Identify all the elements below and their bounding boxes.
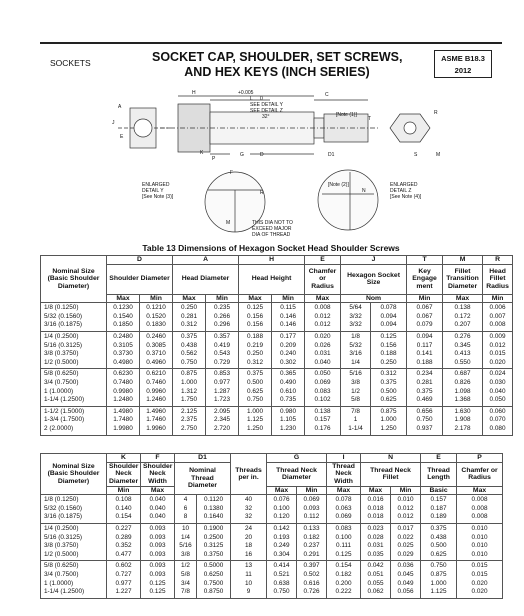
label-ey1: ENLARGED <box>142 182 170 188</box>
col-name: Thread Length <box>421 462 457 486</box>
table-row-group <box>41 331 513 368</box>
label-a: A <box>118 104 122 110</box>
letter-row <box>41 256 513 265</box>
label-e: E <box>120 134 124 140</box>
label-l: L <box>250 96 253 102</box>
value-cell: 0.115 0.146 0.146 <box>272 303 305 332</box>
label-note2: [Note (2)] <box>328 182 349 188</box>
nominal-size-header: Nominal Size (Basic Shoulder Diameter) <box>41 256 107 303</box>
value-cell: 2.125 2.375 2.750 <box>173 406 206 435</box>
value-cell: 0.1120 0.1380 0.1640 <box>197 495 231 524</box>
label-h: H <box>192 90 196 96</box>
value-cell: 0.078 0.094 0.094 <box>371 303 407 332</box>
col-name: Shoulder Neck Diameter <box>107 462 141 486</box>
value-cell: 0.750 0.875 1.000 1.125 <box>421 561 457 598</box>
col-letter: D1 <box>175 454 231 463</box>
dimensions-table-lower <box>40 453 503 599</box>
col-sub: Max <box>443 294 483 303</box>
value-cell: 1.4980 1.7480 1.9980 <box>107 406 140 435</box>
table-row-group <box>41 523 503 560</box>
value-cell: 0.375 0.500 0.625 0.750 <box>239 369 272 406</box>
table-row-group <box>41 303 513 332</box>
value-cell: 40 32 32 <box>231 495 267 524</box>
label-dia2: EXCEED MAJOR <box>252 226 292 232</box>
label-ez3: [See Note (4)] <box>390 194 422 200</box>
value-cell: 4 6 8 <box>175 495 197 524</box>
end-view-hole <box>134 119 152 137</box>
value-cell: 0.024 0.030 0.040 0.050 <box>483 369 513 406</box>
value-cell: 0.006 0.007 0.008 <box>483 303 513 332</box>
value-cell: 0.093 0.093 0.125 0.125 <box>141 561 175 598</box>
nominal-size: 1-1/2 (1.5000) 1-3/4 (1.7500) 2 (2.0000) <box>41 406 107 435</box>
col-name: Hexagon Socket Size <box>341 264 407 294</box>
col-sub: Min <box>391 486 421 495</box>
value-cell: 0.138 0.157 0.176 <box>305 406 341 435</box>
value-cell: 0.142 0.193 0.249 0.304 <box>267 523 297 560</box>
col-sub: Min <box>206 294 239 303</box>
col-sub: Min <box>407 294 443 303</box>
label-m: M <box>436 152 441 158</box>
value-cell: 0.010 0.010 0.010 0.010 <box>457 523 503 560</box>
value-cell: 5/64 3/32 3/32 <box>341 303 371 332</box>
value-cell: 0.036 0.045 0.049 0.056 <box>391 561 421 598</box>
value-cell: 1.000 1.125 1.250 <box>239 406 272 435</box>
col-name: Nominal Thread Diameter <box>175 462 231 495</box>
value-cell: 0.687 0.826 1.098 1.368 <box>443 369 483 406</box>
value-cell: 0.276 0.345 0.413 0.550 <box>443 331 483 368</box>
col-letter: E <box>305 256 341 265</box>
value-cell: 0.067 0.067 0.079 <box>407 303 443 332</box>
nominal-size-header: Nominal Size (Basic Shoulder Diameter) <box>41 454 107 495</box>
value-cell: 0.060 0.070 0.080 <box>483 406 513 435</box>
value-cell: 0.017 0.022 0.025 0.029 <box>391 523 421 560</box>
value-cell: 0.602 0.727 0.977 1.227 <box>107 561 141 598</box>
value-cell: 0.357 0.419 0.543 0.729 <box>206 331 239 368</box>
col-sub: Min <box>483 294 513 303</box>
value-cell: 0.853 0.977 1.287 1.723 <box>206 369 239 406</box>
col-sub: Min <box>140 294 173 303</box>
col-name: Chamfer or Radius <box>305 264 341 294</box>
value-cell: 0.154 0.182 0.200 0.222 <box>327 561 361 598</box>
value-cell: 0.6230 0.7480 0.9980 1.2480 <box>107 369 140 406</box>
nominal-size: 5/8 (0.6250) 3/4 (0.7500) 1 (1.0000) 1-1/4 (1.2500) <box>41 369 107 406</box>
standard-box <box>434 50 492 78</box>
label-tol: +0.005 <box>238 90 254 96</box>
value-cell: 0.234 0.281 0.375 0.469 <box>407 369 443 406</box>
section-label: SOCKETS <box>50 58 91 68</box>
col-name: Shoulder Neck Width <box>141 462 175 486</box>
label-r-detail: R <box>260 190 264 196</box>
value-cell: 0.020 0.026 0.031 0.040 <box>305 331 341 368</box>
value-cell: 0.094 0.117 0.141 0.188 <box>407 331 443 368</box>
value-cell: 0.157 0.187 0.189 <box>421 495 457 524</box>
label-dia3: DIA OF THREAD <box>252 232 291 238</box>
nominal-size: 1/8 (0.1250) 5/32 (0.1560) 3/16 (0.1875) <box>41 495 107 524</box>
col-letter: N <box>361 454 421 463</box>
label-ey3: [See Note (3)] <box>142 194 174 200</box>
value-cell: 0.656 0.750 0.937 <box>407 406 443 435</box>
value-cell: 0.5000 0.6250 0.7500 0.8750 <box>197 561 231 598</box>
col-sub: Max <box>239 294 272 303</box>
col-sub: Max <box>141 486 175 495</box>
value-cell: 0.2460 0.3085 0.3710 0.4960 <box>140 331 173 368</box>
label-m-detail: M <box>226 220 231 226</box>
label-ey2: DETAIL Y <box>142 188 164 194</box>
value-cell: 0.023 0.028 0.031 0.035 <box>361 523 391 560</box>
value-cell: 0.365 0.490 0.610 0.735 <box>272 369 305 406</box>
value-cell: 0.138 0.172 0.207 <box>443 303 483 332</box>
nominal-size: 1/8 (0.1250) 5/32 (0.1560) 3/16 (0.1875) <box>41 303 107 332</box>
label-t: T <box>368 116 372 122</box>
letter-row <box>41 454 503 463</box>
value-cell: 0.010 0.012 0.012 <box>391 495 421 524</box>
label-ez1: ENLARGED <box>390 182 418 188</box>
value-cell: 1/8 5/32 3/16 1/4 <box>341 331 371 368</box>
value-cell: 0.6210 0.7460 0.9960 1.2460 <box>140 369 173 406</box>
value-cell: 0.875 1.000 1.250 <box>371 406 407 435</box>
table-row-group <box>41 369 513 406</box>
table-caption: Table 13 Dimensions of Hexagon Socket Head Shoulder Screws <box>142 243 400 253</box>
col-name: Head Fillet Radius <box>483 264 513 294</box>
value-cell: 0.069 0.093 0.112 <box>297 495 327 524</box>
col-letter: J <box>341 256 407 265</box>
header-rule <box>40 42 502 44</box>
label-see-z: SEE DETAIL Z <box>250 108 283 114</box>
name-row <box>41 264 513 294</box>
page-title <box>152 50 402 80</box>
name-row <box>41 462 503 486</box>
value-cell: 0.042 0.051 0.055 0.062 <box>361 561 391 598</box>
value-cell: 0.375 0.438 0.500 0.625 <box>421 523 457 560</box>
detail-z-circle <box>318 170 378 230</box>
col-name: Head Height <box>239 264 305 294</box>
col-letter: F <box>141 454 175 463</box>
value-cell: 7/8 1 1-1/4 <box>341 406 371 435</box>
value-cell: 0.125 0.156 0.156 <box>239 303 272 332</box>
value-cell: 10 1/4 5/16 3/8 <box>175 523 197 560</box>
col-letter: I <box>327 454 361 463</box>
col-letter: H <box>239 256 305 265</box>
value-cell: 1.630 1.908 2.178 <box>443 406 483 435</box>
col-name: Shoulder Diameter <box>107 264 173 294</box>
col-name: Thread Neck Fillet <box>361 462 421 486</box>
value-cell: 0.078 0.063 0.069 <box>327 495 361 524</box>
label-r: R <box>434 110 438 116</box>
col-name: Key Engage ment <box>407 264 443 294</box>
col-letter: P <box>457 454 503 463</box>
col-sub: Nom <box>341 294 407 303</box>
value-cell: 0.397 0.502 0.616 0.726 <box>297 561 327 598</box>
table-row-group <box>41 406 513 435</box>
col-sub: Max <box>267 486 297 495</box>
sub-row <box>41 486 503 495</box>
value-cell: 0.414 0.521 0.638 0.750 <box>267 561 297 598</box>
value-cell: 0.050 0.069 0.083 0.102 <box>305 369 341 406</box>
nominal-size: 1/4 (0.2500) 5/16 (0.3125) 3/8 (0.3750) 1/2 (0.5000) <box>41 331 107 368</box>
col-sub: Max <box>361 486 391 495</box>
col-sub: Max <box>327 486 361 495</box>
label-p: P <box>212 156 216 162</box>
col-letter: K <box>107 454 141 463</box>
nominal-size: 5/8 (0.6250) 3/4 (0.7500) 1 (1.0000) 1-1/4 (1.2500) <box>41 561 107 598</box>
table-row-group <box>41 495 503 524</box>
value-cell: 0.980 1.105 1.230 <box>272 406 305 435</box>
value-cell: 0.108 0.140 0.154 <box>107 495 141 524</box>
col-sub: Min <box>107 486 141 495</box>
value-cell: 0.1900 0.2500 0.3125 0.3750 <box>197 523 231 560</box>
value-cell: 1/2 5/8 3/4 7/8 <box>175 561 197 598</box>
value-cell: 0.177 0.209 0.240 0.302 <box>272 331 305 368</box>
title-line-2: AND HEX KEYS (INCH SERIES) <box>184 65 370 79</box>
value-cell: 0.133 0.182 0.237 0.291 <box>297 523 327 560</box>
shoulder-screw-drawing <box>100 90 460 240</box>
value-cell: 0.093 0.093 0.093 0.093 <box>141 523 175 560</box>
col-name: Thread Neck Width <box>327 462 361 486</box>
label-dia1: THIS DIA NOT TO <box>252 220 293 226</box>
col-sub: Basic <box>421 486 457 495</box>
value-cell: 0.227 0.289 0.352 0.477 <box>107 523 141 560</box>
value-cell: 0.250 0.281 0.312 <box>173 303 206 332</box>
value-cell: 0.1210 0.1520 0.1830 <box>140 303 173 332</box>
col-letter: T <box>407 256 443 265</box>
value-cell: 24 20 18 16 <box>231 523 267 560</box>
value-cell: 0.076 0.100 0.120 <box>267 495 297 524</box>
value-cell: 0.040 0.040 0.040 <box>141 495 175 524</box>
col-letter: M <box>443 256 483 265</box>
col-letter: R <box>483 256 513 265</box>
col-sub: Max <box>107 294 140 303</box>
value-cell: 0.375 0.438 0.562 0.750 <box>173 331 206 368</box>
standard-year: 2012 <box>454 66 472 75</box>
col-letter: E <box>421 454 457 463</box>
label-k: K <box>200 150 204 156</box>
value-cell: 0.015 0.015 0.020 0.020 <box>457 561 503 598</box>
label-ez2: DETAIL Z <box>390 188 412 194</box>
value-cell: 0.312 0.375 0.500 0.625 <box>371 369 407 406</box>
value-cell: 0.008 0.012 0.012 <box>305 303 341 332</box>
value-cell: 5/16 3/8 1/2 5/8 <box>341 369 371 406</box>
value-cell: 1.4960 1.7460 1.9960 <box>140 406 173 435</box>
label-c: C <box>325 92 329 98</box>
value-cell: 0.1230 0.1540 0.1850 <box>107 303 140 332</box>
value-cell: 0.2480 0.3105 0.3730 0.4980 <box>107 331 140 368</box>
dimensions-table-upper <box>40 255 513 436</box>
value-cell: 0.875 1.000 1.312 1.750 <box>173 369 206 406</box>
col-sub: Max <box>457 486 503 495</box>
standard-name: ASME B18.3 <box>441 54 485 63</box>
col-letter: A <box>173 256 239 265</box>
label-s: S <box>414 152 418 158</box>
value-cell: 0.016 0.018 0.018 <box>361 495 391 524</box>
col-name: Head Diameter <box>173 264 239 294</box>
sub-row <box>41 294 513 303</box>
col-letter: G <box>267 454 327 463</box>
label-f: F <box>230 170 234 176</box>
title-line-1: SOCKET CAP, SHOULDER, SET SCREWS, <box>152 50 403 64</box>
label-see-y: SEE DETAIL Y <box>250 102 283 108</box>
col-letter: D <box>107 256 173 265</box>
nominal-size: 1/4 (0.2500) 5/16 (0.3125) 3/8 (0.3750) 1/2 (0.5000) <box>41 523 107 560</box>
col-sub: Max <box>173 294 206 303</box>
value-cell: 0.008 0.008 0.008 <box>457 495 503 524</box>
label-d1: D1 <box>328 152 335 158</box>
col-sub: Max <box>305 294 341 303</box>
value-cell: 0.235 0.266 0.296 <box>206 303 239 332</box>
col-sub: Min <box>297 486 327 495</box>
col-name: Fillet Transition Diameter <box>443 264 483 294</box>
value-cell: 13 11 10 9 <box>231 561 267 598</box>
value-cell: 0.125 0.156 0.188 0.250 <box>371 331 407 368</box>
value-cell: 0.083 0.100 0.111 0.125 <box>327 523 361 560</box>
value-cell: 2.095 2.345 2.720 <box>206 406 239 435</box>
col-name: Thread Neck Diameter <box>267 462 327 486</box>
value-cell: 0.188 0.219 0.250 0.312 <box>239 331 272 368</box>
value-cell: 0.009 0.012 0.015 0.020 <box>483 331 513 368</box>
label-n: N <box>362 188 366 194</box>
label-angle: 32° <box>262 114 270 120</box>
label-d: D <box>260 152 264 158</box>
label-note1: [Note (1)] <box>336 112 357 118</box>
label-g: G <box>240 152 244 158</box>
table-row-group <box>41 561 503 598</box>
label-j: J <box>112 120 115 126</box>
label-tol2: 0 <box>260 96 263 102</box>
col-sub: Min <box>272 294 305 303</box>
col-name: Chamfer or Radius <box>457 462 503 486</box>
col-name: Threads per in. <box>231 454 267 495</box>
